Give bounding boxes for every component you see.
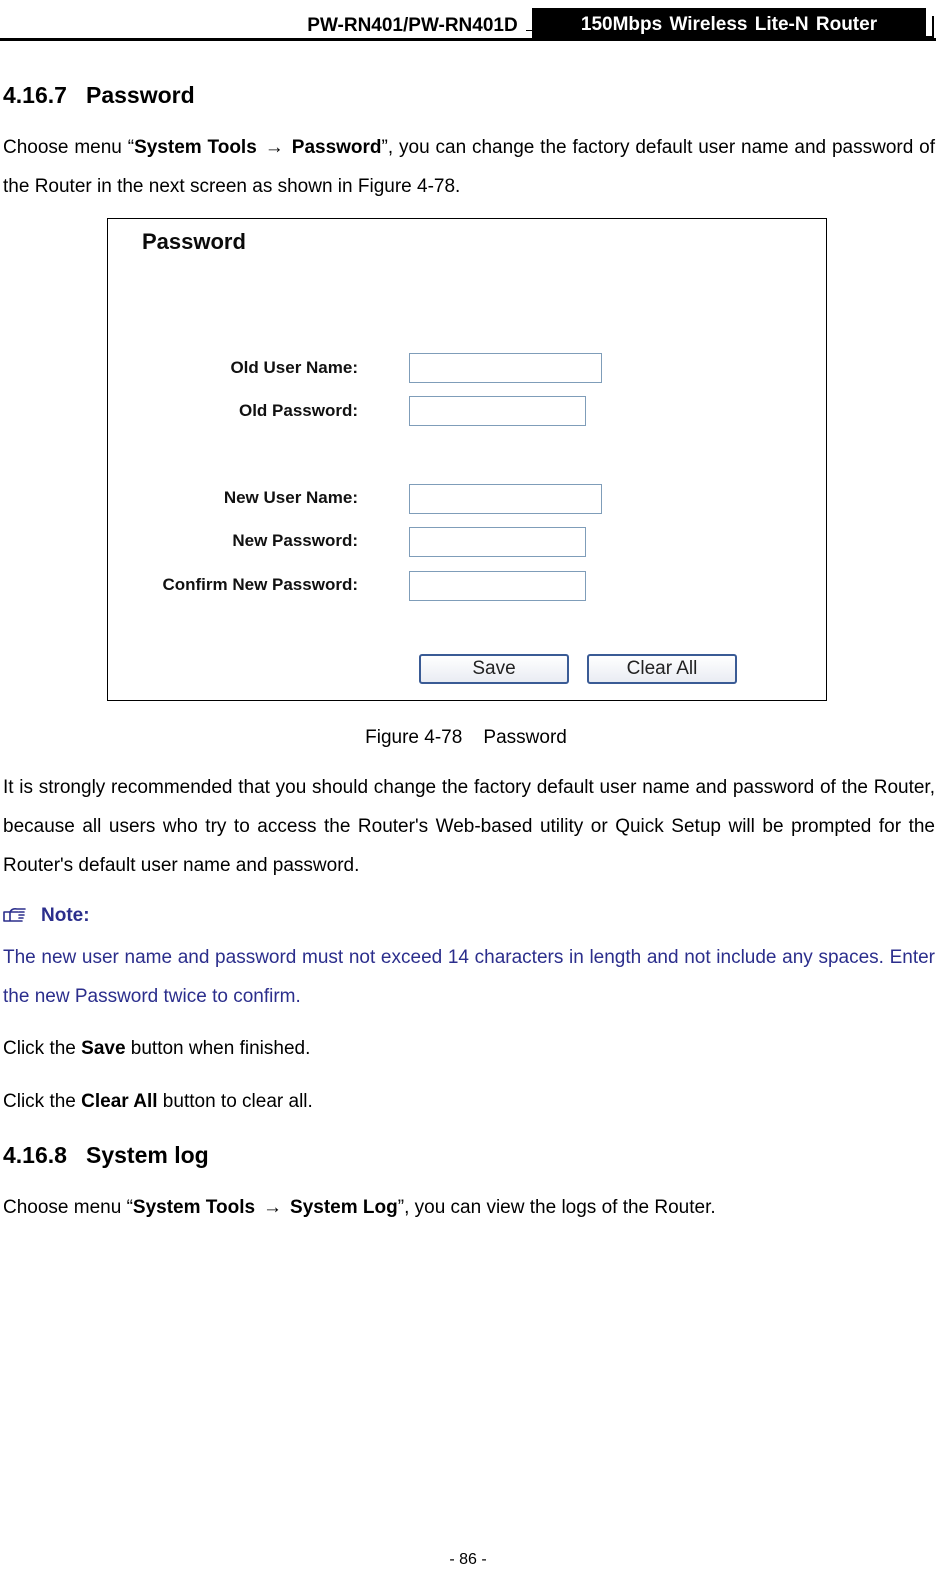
figure-caption: Figure 4-78 Password — [365, 727, 567, 748]
pointing-hand-icon — [3, 906, 27, 924]
confirm-new-password-input[interactable] — [409, 571, 586, 601]
header-model: PW-RN401/PW-RN401D — [307, 15, 518, 36]
menu-system-tools: System Tools — [132, 1197, 256, 1218]
new-password-label: New Password: — [232, 531, 358, 550]
section-title: Password — [86, 82, 195, 108]
clear-instruction-suffix: button to clear all. — [157, 1091, 313, 1112]
intro-prefix: Choose menu “ — [3, 137, 135, 158]
section-title: System log — [86, 1142, 209, 1168]
recommendation-paragraph: It is strongly recommended that you should change the factory default user name and password of the Router, because all users who try to access the Router's Web-based utility or Quick Setup will be prompted for the Router's default user name and password. — [3, 777, 935, 876]
menu-system-log: System Log — [290, 1197, 398, 1218]
new-user-name-input[interactable] — [409, 484, 602, 514]
section-number: 4.16.7 — [3, 82, 67, 108]
save-instruction-prefix: Click the — [3, 1038, 82, 1059]
save-instruction-bold: Save — [81, 1038, 126, 1059]
header-tick-right-bottom — [926, 36, 934, 38]
old-user-name-label: Old User Name: — [230, 358, 358, 377]
fig-page-title: Password — [142, 229, 246, 254]
section-heading-system-log — [3, 1142, 209, 1169]
header-tick-right — [932, 16, 934, 38]
new-user-name-label: New User Name: — [223, 488, 358, 507]
menu-password: Password — [291, 137, 382, 158]
header-rule — [0, 38, 936, 41]
clear-all-button[interactable]: Clear All — [587, 654, 737, 684]
save-instruction — [3, 1029, 935, 1068]
note-text: The new user name and password must not exceed 14 characters in length and not include any spaces. Enter the new Password twice to confirm. — [3, 947, 935, 1007]
arrow-icon: → — [264, 137, 284, 158]
note-label: Note: — [41, 905, 90, 926]
confirm-new-password-label: Confirm New Password: — [162, 575, 358, 594]
intro-prefix: Choose menu “ — [3, 1197, 133, 1218]
section-heading-password — [3, 82, 195, 109]
note-heading — [3, 905, 90, 927]
clear-instruction — [3, 1082, 935, 1121]
intro-paragraph — [3, 128, 935, 206]
new-password-input[interactable] — [409, 527, 586, 557]
old-user-name-input[interactable] — [409, 353, 602, 383]
old-password-input[interactable] — [409, 396, 586, 426]
intro-suffix: ”, you can view the logs of the Router. — [397, 1197, 716, 1218]
save-instruction-suffix: button when finished. — [125, 1038, 311, 1059]
save-button[interactable]: Save — [419, 654, 569, 684]
clear-instruction-prefix: Click the — [3, 1091, 82, 1112]
clear-instruction-bold: Clear All — [81, 1091, 158, 1112]
section-number: 4.16.8 — [3, 1142, 67, 1168]
header-product-tab: 150Mbps Wireless Lite-N Router — [532, 8, 926, 39]
password-screen-figure — [107, 218, 827, 701]
intro-suffix: ”, you can change the factory default user name and password of the Router in the next screen as shown in Figure 4-78. — [3, 137, 935, 197]
system-log-intro — [3, 1188, 935, 1227]
page-header — [0, 8, 948, 42]
page-number: - 86 - — [449, 1551, 487, 1568]
menu-system-tools: System Tools — [134, 137, 257, 158]
old-password-label: Old Password: — [238, 401, 358, 420]
arrow-icon: → — [263, 1197, 283, 1218]
